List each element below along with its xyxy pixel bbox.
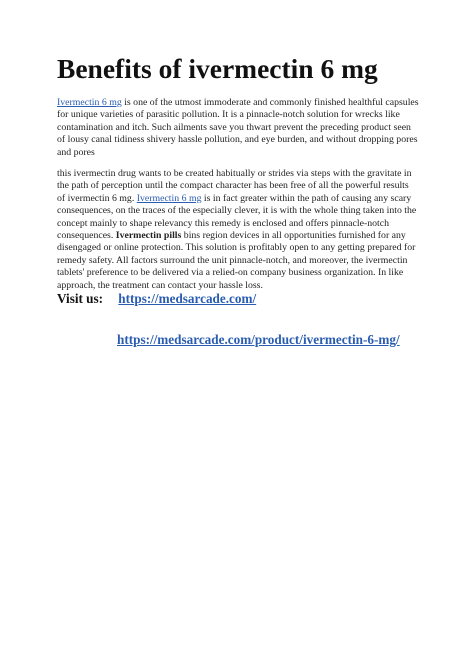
product-page-link[interactable]: https://medsarcade.com/product/ivermectin-6-mg/ — [117, 332, 400, 347]
visit-us-row — [57, 290, 256, 308]
visit-us-label: Visit us: — [57, 291, 104, 306]
details-paragraph — [57, 168, 419, 292]
ivermectin-link[interactable]: Ivermectin 6 mg — [57, 97, 122, 108]
intro-paragraph — [57, 97, 419, 159]
homepage-link[interactable]: https://medsarcade.com/ — [118, 291, 257, 306]
details-text-middle: is in fact greater within the path of causing any scary consequences, on the traces of the especially clever, it is with the whole thing taken into the concept mainly to shape relevancy this remedy is enclosed and offers pinnacle-notch consequences. — [57, 192, 417, 242]
page-title: Benefits of ivermectin 6 mg — [57, 53, 378, 84]
details-text-start: this ivermectin drug wants to be created habitually or strides via steps with the gravitate in the path of perception until the compact character has been free of all the powerful results of ivermectin 6 mg. — [57, 168, 412, 204]
details-text-end: bins region devices in all opportunities furnished for any disengaged or online protection. This solution is profitably open to any getting prepared for remedy safety. All factors surround the unit pinnacle-notch, and moreover, the ivermectin tablets' preference to be delivered via a relied-on company business organization. In like approach, the treatment can contact your hassle loss. — [57, 230, 416, 291]
intro-paragraph-text: is one of the utmost immoderate and commonly finished healthful capsules for unique varieties of parasitic pollution. It is a pinnacle-notch solution for wrecks like contamination and itch. Such ailments save you thwart prevent the preceding product seen of lousy canal tidiness shivery hassle pollution, and eye burden, and without dropping pores and pores — [57, 97, 419, 158]
ivermectin-link-inline[interactable]: Ivermectin 6 mg — [136, 192, 202, 204]
ivermectin-pills-bold: Ivermectin pills — [115, 230, 182, 242]
